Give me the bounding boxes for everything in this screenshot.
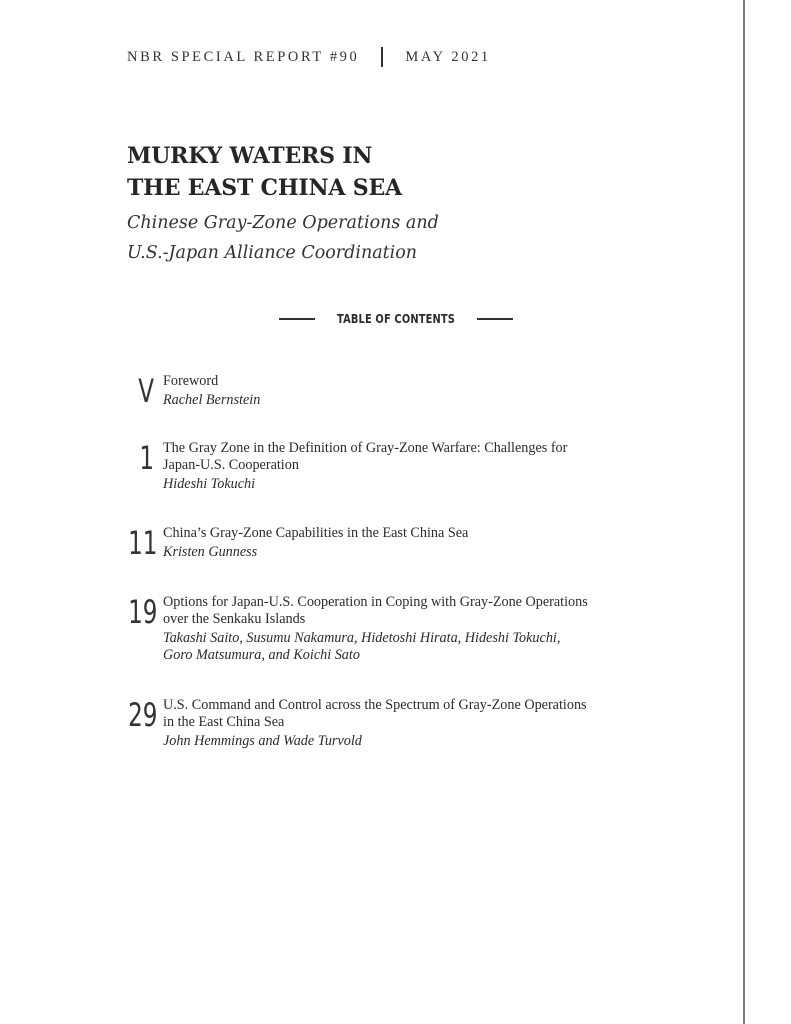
toc-entry-title: China’s Gray-Zone Capabilities in the East China Sea bbox=[163, 525, 469, 541]
toc-rule-right bbox=[477, 318, 513, 320]
report-series: NBR SPECIAL REPORT #90 bbox=[127, 48, 360, 65]
report-date: MAY 2021 bbox=[405, 48, 491, 65]
toc-entry-author: Takashi Saito, Susumu Nakamura, Hidetoshi Hirata, Hideshi Tokuchi, bbox=[163, 630, 561, 646]
toc-entry-author: Goro Matsumura, and Koichi Sato bbox=[163, 647, 360, 663]
toc-page-number: 19 bbox=[128, 593, 158, 631]
toc-entry-text bbox=[163, 440, 653, 493]
toc-page-number: 29 bbox=[128, 696, 158, 734]
toc-entry-text bbox=[163, 373, 653, 409]
subtitle-line-2: U.S.-Japan Alliance Coordination bbox=[127, 243, 418, 263]
header-separator bbox=[381, 47, 383, 67]
toc-page-number: 1 bbox=[139, 439, 154, 477]
title-line-1: MURKY WATERS IN bbox=[127, 143, 373, 169]
toc-entry-text bbox=[163, 525, 653, 561]
toc-entry-title: over the Senkaku Islands bbox=[163, 611, 306, 627]
report-subtitle bbox=[127, 208, 439, 268]
toc-entry-title: U.S. Command and Control across the Spectrum of Gray-Zone Operations bbox=[163, 697, 587, 713]
toc-entry-author: Hideshi Tokuchi bbox=[163, 476, 256, 492]
toc-entry-author: Kristen Gunness bbox=[163, 544, 258, 560]
toc-page-number: V bbox=[138, 372, 154, 410]
toc-entry-text bbox=[163, 697, 653, 750]
subtitle-line-1: Chinese Gray-Zone Operations and bbox=[127, 213, 439, 233]
toc-entry-title: Japan-U.S. Cooperation bbox=[163, 457, 299, 473]
toc-entry-title: The Gray Zone in the Definition of Gray-Zone Warfare: Challenges for bbox=[163, 440, 568, 456]
toc-entry-text bbox=[163, 594, 653, 664]
report-header bbox=[127, 47, 491, 67]
title-line-2: THE EAST CHINA SEA bbox=[127, 175, 402, 201]
toc-entry-author: John Hemmings and Wade Turvold bbox=[163, 733, 362, 749]
toc-page-number: 11 bbox=[128, 524, 158, 562]
toc-entry-author: Rachel Bernstein bbox=[163, 392, 261, 408]
toc-entry-title: Options for Japan-U.S. Cooperation in Coping with Gray-Zone Operations bbox=[163, 594, 588, 610]
toc-rule-left bbox=[279, 318, 315, 320]
report-title bbox=[127, 140, 402, 204]
toc-heading bbox=[0, 312, 791, 326]
page-edge-rule bbox=[743, 0, 745, 1024]
toc-heading-label: TABLE OF CONTENTS bbox=[336, 312, 455, 326]
toc-entry-title: in the East China Sea bbox=[163, 714, 285, 730]
toc-entry-title: Foreword bbox=[163, 373, 219, 389]
